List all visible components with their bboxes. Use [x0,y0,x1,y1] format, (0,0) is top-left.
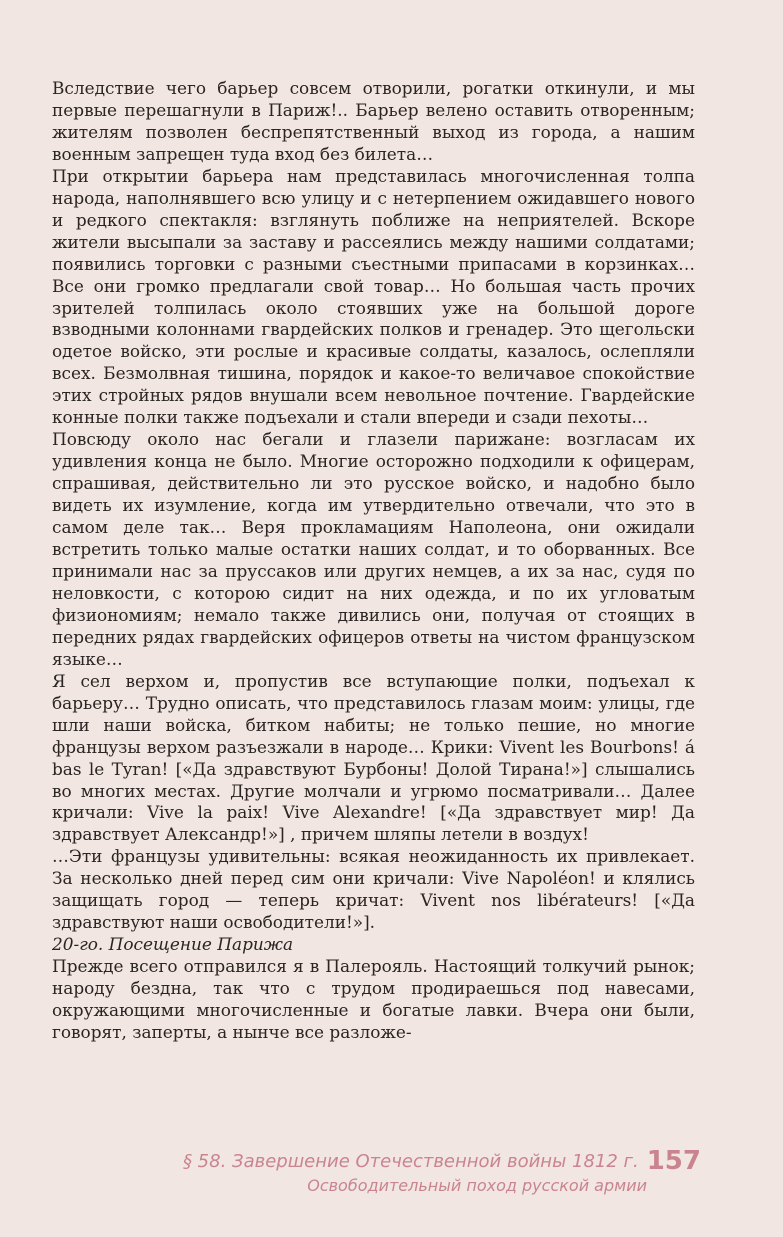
paragraph-2: При открытии барьера нам представилась многочисленная толпа народа, наполнявшего всю улицу и с нетерпением ожидавшего нового и редкого спектакля: взглянуть поближе на неприятелей. Вскоре жители высыпали за заставу и рассеялись между нашими солдатами; появились торговки с разными съестными припасами в корзинках… Все они громко предлагали свой товар… Но большая часть прочих зрителей толпилась около стоявших уже на большой дороге взводными колоннами гвардейских полков и гренадер. Это щегольски одетое войско, эти рослые и красивые солдаты, казалось, ослепляли всех. Безмолвная тишина, порядок и какое-то величавое спокойствие этих стройных рядов внушали всем невольное почтение. Гвардейские конные полки также подъехали и стали впереди и сзади пехоты… [52,165,695,428]
paragraph-3: Повсюду около нас бегали и глазели парижане: возгласам их удивления конца не было. Многие осторожно подходили к офицерам, спрашивая, действительно ли это русское войско, и надобно было видеть их изумление, когда им утвердительно отвечали, что это в самом деле так… Веря прокламациям Наполеона, они ожидали встретить только малые остатки наших солдат, и то оборванных. Все принимали нас за пруссаков или других немцев, а их за нас, судя по неловкости, с которою сидит на них одежда, и по их угловатым физиономиям; немало также дивились они, получая от стоящих в передних рядах гвардейских офицеров ответы на чистом французском языке… [52,429,695,669]
page-footer [181,1148,701,1197]
diary-date-heading: 20-го. Посещение Парижа [52,934,294,955]
main-text [52,78,695,1044]
paragraph-4: Я сел верхом и, пропустив все вступающие полки, подъехал к барьеру… Трудно описать, что представилось глазам моим: улицы, где шли наши войска, битком набиты; не только пешие, но многие французы верхом разъезжали в народе… Крики: Vivent les Bourbons! á bas le Tyran! [«Да здравствуют Бурбоны! Долой Тирана!»] слышались во многих местах. Другие молчали и угрюмо посматривали… Далее кричали: Vive la paix! Vive Alexandre! [«Да здравствует мир! Да здравствует Александр!»] , причем шляпы летели в воздух! [52,670,695,845]
footer-section-line [181,1148,701,1175]
page-number: 157 [646,1146,701,1176]
footer-section-title: § 58. Завершение Отечественной войны 1812 г. [182,1151,639,1172]
paragraph-final: Прежде всего отправился я в Палерояль. Настоящий толкучий рынок; народу бездна, так что с трудом продираешься под навесами, окружающими многочисленные и богатые лавки. Вчера они были, говорят, заперты, а нынче все разложе- [52,956,695,1042]
paragraph-5: …Эти французы удивительны: всякая неожиданность их привлекает. За несколько дней перед сим они кричали: Vive Napoléon! и клялись защищать город — теперь кричат: Vivent nos libérateurs! [«Да здравствуют наши освободители!»]. [52,846,695,933]
paragraph-1: Вследствие чего барьер совсем отворили, рогатки откинули, и мы первые перешагнули в Париж!.. Барьер велено оставить отворенным; жителям позволен беспрепятственный выход из города, а нашим военным запрещен туда вход без билета… [52,78,695,164]
footer-subtitle: Освободительный поход русской армии [307,1176,647,1195]
